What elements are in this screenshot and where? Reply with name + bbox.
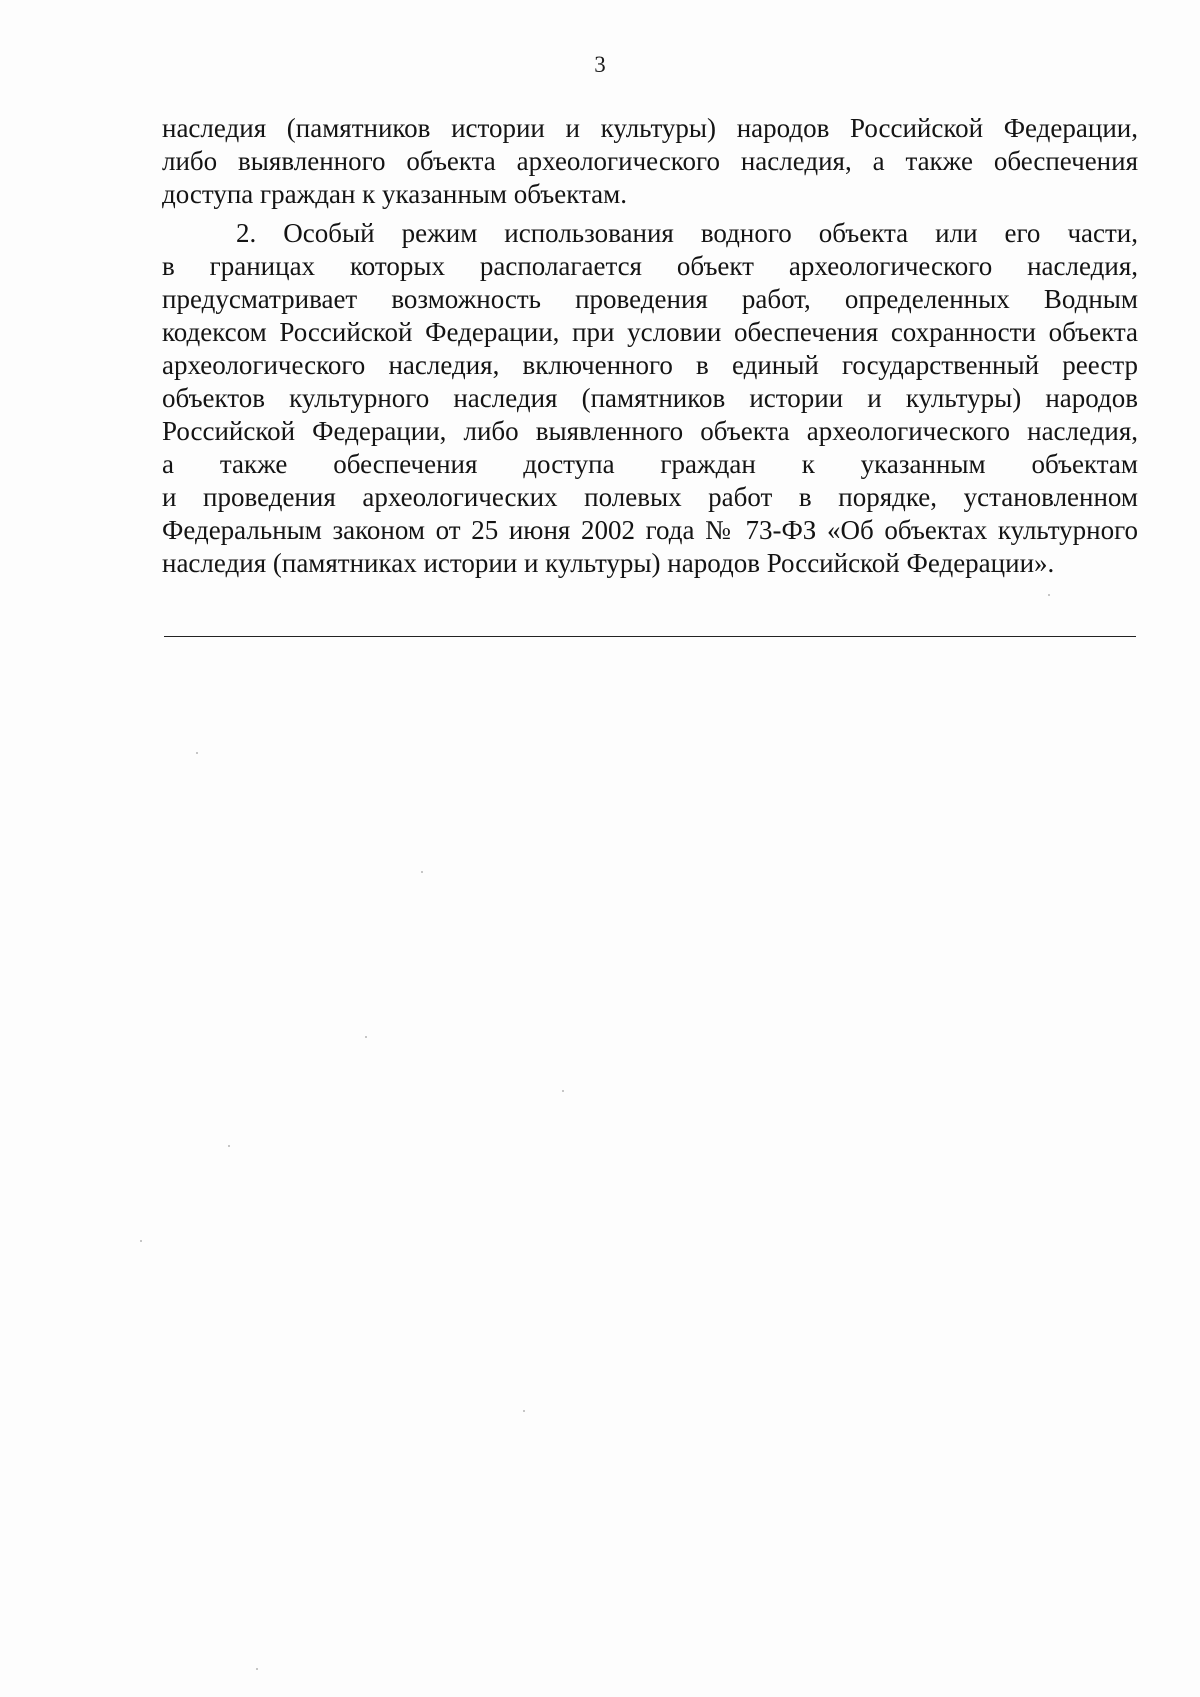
text-line: объектов культурного наследия (памятников истории и культуры) народов <box>162 383 1138 413</box>
page-number: 3 <box>594 52 606 77</box>
scan-speck <box>140 1240 142 1242</box>
text-line: либо выявленного объекта археологического наследия, а также обеспечения <box>162 146 1138 176</box>
end-of-text-rule <box>164 636 1136 637</box>
scan-speck <box>196 752 198 754</box>
text-line: Федеральным законом от 25 июня 2002 года № 73-ФЗ «Об объектах культурного <box>162 515 1138 545</box>
text-line: в границах которых располагается объект археологического наследия, <box>162 251 1138 281</box>
scan-speck <box>228 1145 230 1147</box>
scan-speck <box>1048 594 1050 596</box>
scan-speck <box>421 871 423 873</box>
document-body <box>162 112 1138 586</box>
scan-speck <box>562 1090 564 1092</box>
scan-speck <box>256 1668 258 1670</box>
scan-speck <box>365 1036 367 1038</box>
text-line: наследия (памятников истории и культуры) народов Российской Федерации, <box>162 113 1138 143</box>
paragraph-item-2 <box>162 217 1138 580</box>
text-line: и проведения археологических полевых работ в порядке, установленном <box>162 482 1138 512</box>
paragraph-continuation <box>162 112 1138 211</box>
text-line: Российской Федерации, либо выявленного объекта археологического наследия, <box>162 416 1138 446</box>
scan-speck <box>523 1410 525 1412</box>
text-line: кодексом Российской Федерации, при условии обеспечения сохранности объекта <box>162 317 1138 347</box>
text-line: доступа граждан к указанным объектам. <box>162 179 627 209</box>
text-line: 2. Особый режим использования водного объекта или его части, <box>236 218 1138 248</box>
text-line: предусматривает возможность проведения работ, определенных Водным <box>162 284 1138 314</box>
text-line: наследия (памятниках истории и культуры) народов Российской Федерации». <box>162 548 1055 578</box>
text-line: археологического наследия, включенного в единый государственный реестр <box>162 350 1138 380</box>
text-line: а также обеспечения доступа граждан к указанным объектам <box>162 449 1138 479</box>
